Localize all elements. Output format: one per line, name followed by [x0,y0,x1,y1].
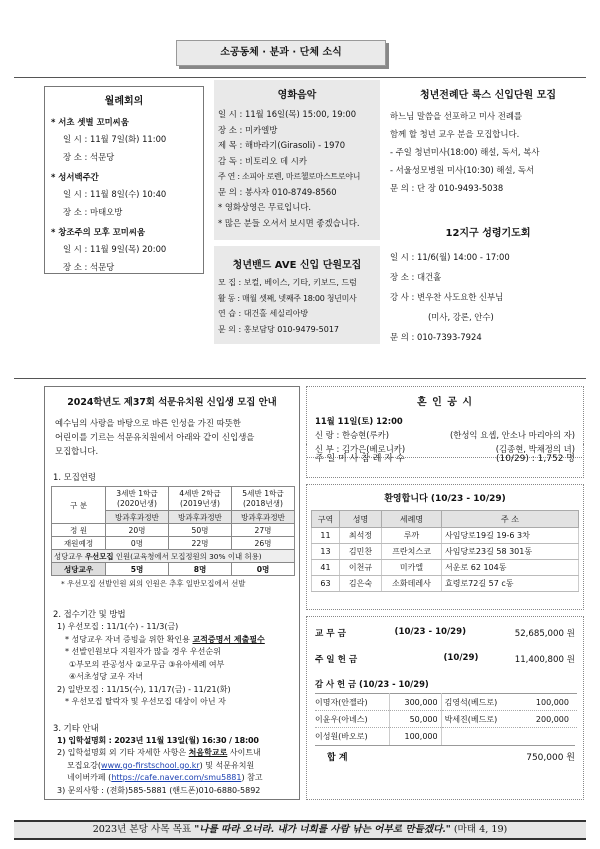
wedding-groom: 신 랑 : 한승현(루카) (한성익 요셉, 안소나 마리아의 자) [315,430,575,440]
footer-quote: "나를 따라 오너라. 내가 너희를 사람 낚는 어부로 만들겠다." [194,824,451,835]
lux-title: 청년전례단 룩스 신입단원 모집 [419,90,557,101]
prayer-line: 강 사 : 변우찬 사도요한 신부님 [390,292,504,302]
welcome-box [306,484,584,610]
prayer-line: 일 시 : 11/6(월) 14:00 - 17:00 [390,252,510,262]
movie-line: 감 독 : 비토리오 데 시카 [218,155,307,166]
prayer-line: 장 소 : 대건홀 [390,272,442,282]
table-row: 이명자(안젤라) 300,000 김영석(베드로) 100,000 [315,694,577,711]
lux-line: - 주일 청년미사(18:00) 해설, 독서, 복사 [390,147,540,157]
footer-ref: (마태 4, 19) [453,824,508,835]
thanks-table [315,693,577,745]
prayer-box [388,220,588,370]
group-3-date: 일 시 : 11월 9일(목) 20:00 [63,244,167,254]
movie-line: * 많은 분들 오셔서 보시면 좋겠습니다. [218,217,360,228]
sec3-line: 네이버카페 (https://cafe.naver.com/smu5881) 참고 [67,773,263,782]
prayer-line: (미사, 강론, 안수) [428,312,494,322]
lux-box [388,80,588,200]
table-row: 11 최석정 루까 사임당로19길 19-6 3차 [312,528,579,544]
table-row: 이성원(바오로) 100,000 [315,728,577,745]
table-sub: 방과후과정반 [232,511,295,524]
lux-line: 문 의 : 단 장 010-9493-5038 [390,183,504,193]
kinder-sec2: 2. 접수기간 및 방법 [53,609,126,619]
welcome-table [311,510,579,592]
kinder-title: 2024학년도 제37회 석문유치원 신입생 모집 안내 [67,397,277,408]
band-line: 모 집 : 보컬, 베이스, 기타, 키보드, 드럼 [218,278,357,287]
mass-count-box [306,444,584,478]
monthly-meeting-box [44,86,204,274]
sec2-line: * 우선모집 탈락자 및 우선모집 대상이 아닌 자 [65,697,226,706]
group-3-name: * 창조주의 모후 꼬미씨움 [51,227,146,237]
movie-title: 영화음악 [277,90,317,101]
sec3-line: 모집요강(www.go-firstschool.go.kr) 및 석문유치원 [67,760,255,770]
sec3-line: 1) 입학설명회 : 2023년 11월 13일(월) 16:30 / 18:00 [57,735,259,745]
table-sub: 방과후과정반 [106,511,169,524]
sec2-line: 2) 일반모집 : 11/15(수), 11/17(금) - 11/21(화) [57,684,231,694]
table-row: 정 원 20명 50명 27명 [52,524,295,537]
movie-line: * 영화상영은 무료입니다. [218,202,312,212]
firstschool-link[interactable]: www.go-firstschool.go.kr [101,760,200,770]
table-row: 63 김은숙 소화데레사 효령로72길 57 c동 [312,576,579,592]
sec3-line: 2) 입학설명회 외 기타 자세한 사항은 처음학교로 사이트내 [57,748,261,757]
gyomu-row: 교 무 금 (10/23 - 10/29) 52,685,000 원 [315,627,575,639]
group-1-date: 일 시 : 11월 7일(화) 11:00 [63,134,167,144]
group-2-date: 일 시 : 11월 8일(수) 10:40 [63,189,167,199]
lux-line: 함께 할 청년 교우 분을 모집합니다. [390,129,520,139]
welcome-header: 주 소 [442,511,579,528]
table-row: 재원예정 0명 22명 26명 [52,537,295,550]
band-line: 활 동 : 매월 셋째, 넷째주 18:00 청년미사 [218,293,357,303]
sec2-line: ①부모의 관공성사 ②교무금 ③유아세례 여부 [69,659,225,669]
kinder-intro: 예수님의 사랑을 바탕으로 바른 인성을 가진 따뜻한 [55,418,241,428]
table-gubun: 구 분 [52,487,106,524]
band-title: 청년밴드 AVE 신입 단원모집 [232,260,362,271]
table-row: 이윤우(아녜스) 50,000 박세진(베드로) 200,000 [315,711,577,728]
wedding-date: 11월 11일(토) 12:00 [315,416,403,426]
kinder-intro: 어린이를 기르는 석문유치원에서 아래와 같이 신입생을 [55,432,255,442]
movie-box [214,80,380,240]
table-col: 5세반 1학급 (2018년생) [232,487,295,511]
section-banner: 소공동체 · 분과 · 단체 소식 [176,40,386,66]
wedding-title: 혼 인 공 시 [416,397,474,408]
band-box [214,246,380,344]
lux-line: 하느님 말씀을 선포하고 미사 전례를 [390,111,523,121]
sec3-line: 3) 문의사항 : (전화)585-5881 (핸드폰)010-6880-5892 [57,785,261,795]
group-2-name: * 성서백주간 [51,172,99,182]
table-col: 4세반 2학급 (2019년생) [169,487,232,511]
kinder-sec3: 3. 기타 안내 [53,722,99,733]
welcome-header: 세례명 [382,511,442,528]
wedding-bride: 신 부 : 김가은(베로니카) (김종현, 박채정의 녀) [315,444,575,454]
movie-line: 문 의 : 봉사자 010-8749-8560 [218,186,337,197]
sec2-line: * 선발인원보다 지원자가 많을 경우 우선순위 [65,647,221,656]
movie-line: 제 목 : 해바라기(Girasoli) - 1970 [218,140,346,150]
enrollment-table [51,486,295,576]
movie-line: 주 연 : 소피아 로렌, 마르첼로마스트로야니 [218,172,361,181]
footer-motto [14,820,586,840]
prayer-title: 12지구 성령기도회 [445,228,531,239]
monthly-title: 월례회의 [104,96,144,107]
band-line: 문 의 : 홍보담당 010-9479-5017 [218,324,339,334]
heongeum-row: 주 일 헌 금 (10/29) 11,400,800 원 [315,653,575,665]
mass-count: 주 일 미 사 참 례 자 수 (10/29) : 1,752 명 [315,454,575,464]
divider-mid [14,378,586,379]
table-sub: 방과후과정반 [169,511,232,524]
movie-line: 일 시 : 11월 16일(목) 15:00, 19:00 [218,109,357,119]
kinder-intro: 모집합니다. [55,446,99,456]
table-note: * 우선모집 선발인원 외의 인원은 추후 일반모집에서 선발 [61,579,246,588]
table-row: 성당교우 5명 8명 0명 [52,563,295,576]
welcome-title: 환영합니다 (10/23 - 10/29) [384,494,506,504]
kinder-sec1: 1. 모집연령 [53,472,97,482]
group-2-place: 장 소 : 마태오방 [63,207,123,217]
footer-prefix: 2023년 본당 사목 목표 [92,824,192,835]
kinder-box [44,386,300,800]
divider-top [14,77,586,78]
table-priority-note-row: 성당교우 우선모집 인원(교육청에서 모집정원의 30% 이내 허용) [52,550,295,563]
group-1-place: 장 소 : 석문당 [63,152,115,162]
lux-line: - 서울성모병원 미사(10:30) 해설, 독서 [390,165,535,175]
group-1-name: * 서초 셋별 꼬미씨움 [51,117,129,127]
sec2-line: ④서초성당 교우 자녀 [69,672,144,681]
band-line: 연 습 : 대건홀 세실리아방 [218,309,309,318]
prayer-line: 문 의 : 010-7393-7924 [390,332,482,342]
total-row: 합 계 750,000 원 [315,745,575,763]
welcome-header: 성명 [340,511,382,528]
naver-cafe-link[interactable]: https://cafe.naver.com/smu5881 [111,773,242,782]
movie-line: 장 소 : 미카엘방 [218,124,278,135]
table-row: 41 이천규 미카엘 서운로 62 104동 [312,560,579,576]
finance-box [306,616,584,800]
sec2-line: 1) 우선모집 : 11/1(수) - 11/3(금) [57,622,179,631]
group-3-place: 장 소 : 석문당 [63,262,115,272]
table-col: 3세반 1학급 (2020년생) [106,487,169,511]
welcome-header: 구역 [312,511,340,528]
sec2-line: * 성당교우 자녀 증빙을 위한 확인용 교적증명서 제출필수 [65,634,265,644]
table-row: 13 김민찬 프란치스코 사임당로23길 58 301동 [312,544,579,560]
thanks-title: 감 사 헌 금 (10/23 - 10/29) [315,679,429,689]
